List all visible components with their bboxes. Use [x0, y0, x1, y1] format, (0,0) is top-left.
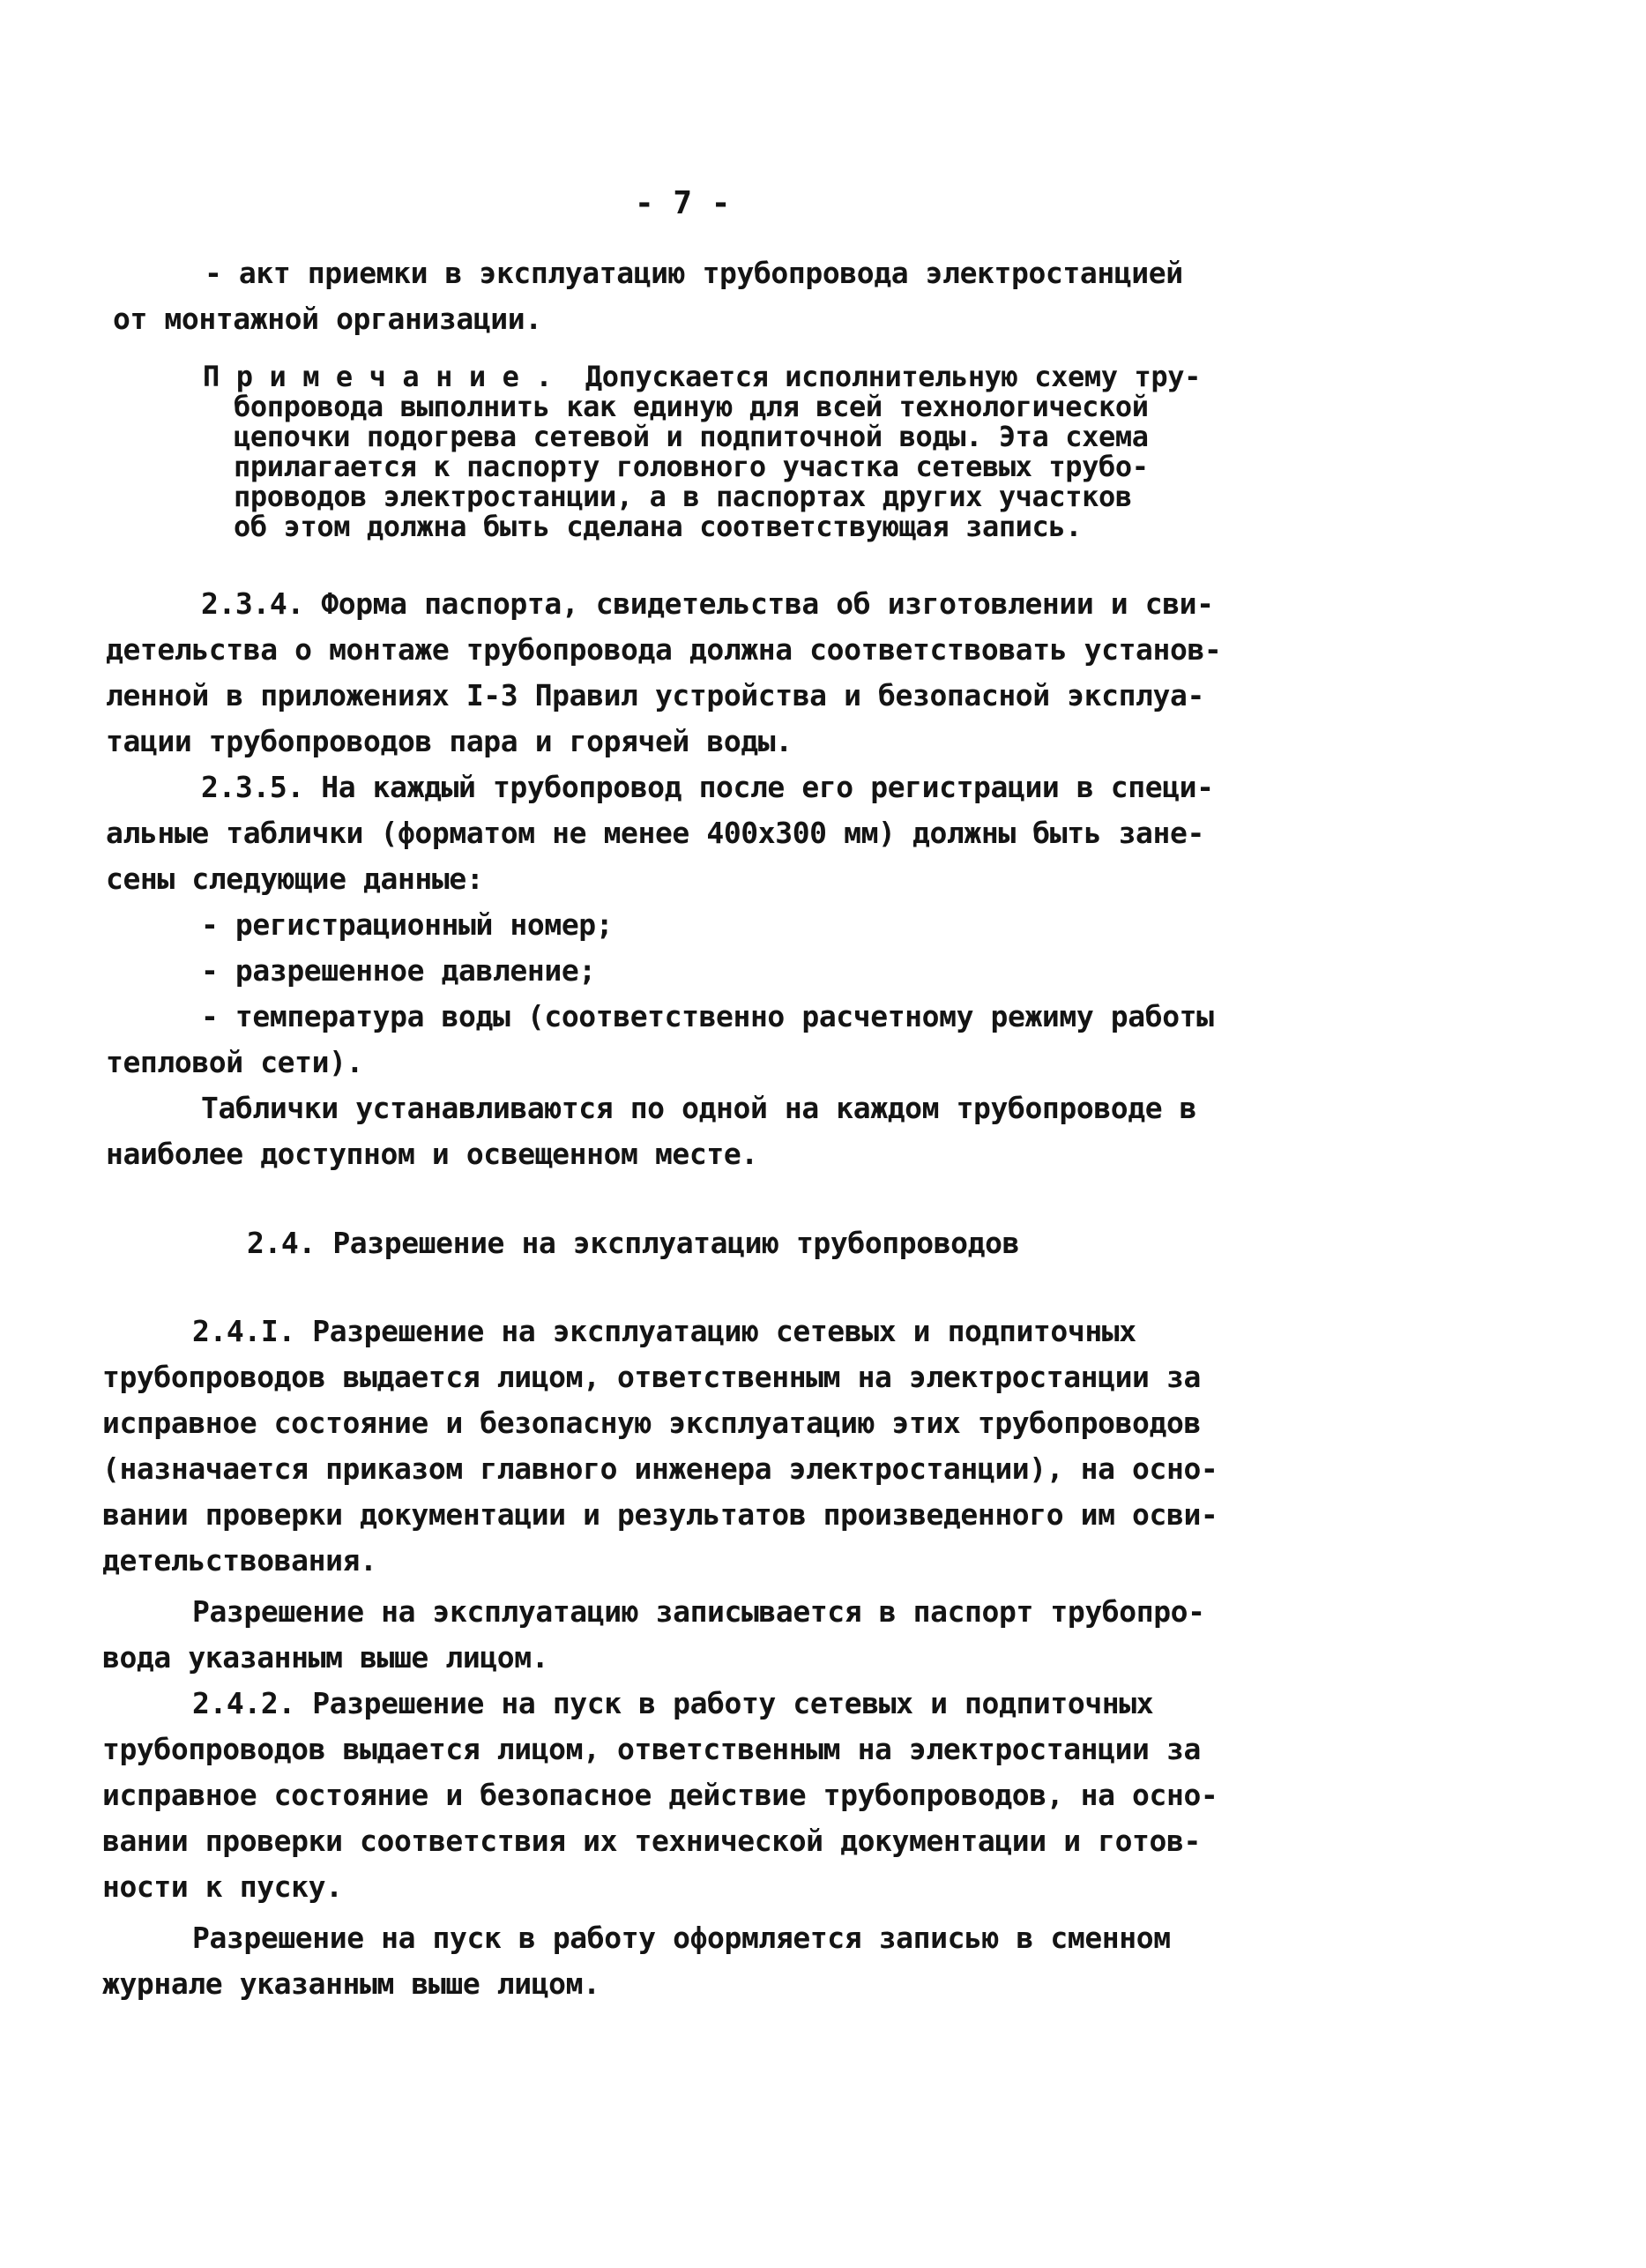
- text-line: 2.3.4. Форма паспорта, свидетельства об изготовлении и сви-: [201, 586, 1214, 621]
- text-line: детельствования.: [102, 1543, 377, 1578]
- text-line: вании проверки соответствия их технической документации и готов-: [102, 1824, 1201, 1858]
- text-line: тации трубопроводов пара и горячей воды.: [106, 724, 793, 758]
- text-line: 2.3.5. На каждый трубопровод после его регистрации в специ-: [201, 770, 1214, 804]
- text-line: вода указанным выше лицом.: [102, 1640, 549, 1675]
- note-line: бопровода выполнить как единую для всей технологической: [234, 390, 1149, 423]
- text-line: ленной в приложениях I-3 Правил устройства и безопасной эксплуа-: [106, 678, 1204, 712]
- text-line: (назначается приказом главного инженера электростанции), на осно-: [102, 1451, 1218, 1486]
- note-line: цепочки подогрева сетевой и подпиточной воды. Эта схема: [234, 420, 1149, 453]
- text-line: трубопроводов выдается лицом, ответственным на электростанции за: [102, 1360, 1201, 1394]
- list-item: - разрешенное давление;: [201, 953, 596, 988]
- text-line: от монтажной организации.: [113, 302, 542, 336]
- text-line: 2.4.2. Разрешение на пуск в работу сетевых и подпиточных: [192, 1686, 1154, 1720]
- text-line: Разрешение на эксплуатацию записывается в паспорт трубопро-: [192, 1594, 1205, 1629]
- text-line: трубопроводов выдается лицом, ответственным на электростанции за: [102, 1732, 1201, 1766]
- section-heading: 2.4. Разрешение на эксплуатацию трубопроводов: [247, 1226, 1020, 1260]
- text-line: исправное состояние и безопасное действие трубопроводов, на осно-: [102, 1778, 1218, 1812]
- note-line: проводов электростанции, а в паспортах других участков: [234, 480, 1132, 513]
- page-number: - 7 -: [635, 185, 731, 221]
- text-line: вании проверки документации и результатов произведенного им осви-: [102, 1497, 1218, 1532]
- text-line: наиболее доступном и освещенном месте.: [106, 1137, 758, 1171]
- text-line: 2.4.I. Разрешение на эксплуатацию сетевых и подпиточных: [192, 1314, 1136, 1348]
- text-line: Таблички устанавливаются по одной на каждом трубопроводе в: [201, 1091, 1197, 1125]
- text-line: Разрешение на пуск в работу оформляется записью в сменном: [192, 1921, 1171, 1955]
- text-line: альные таблички (форматом не менее 400x300 мм) должны быть зане-: [106, 816, 1204, 850]
- note-line: об этом должна быть сделана соответствующая запись.: [234, 510, 1083, 543]
- text-line: сены следующие данные:: [106, 862, 484, 896]
- list-item: - регистрационный номер;: [201, 907, 614, 942]
- text-line: исправное состояние и безопасную эксплуатацию этих трубопроводов: [102, 1406, 1201, 1440]
- text-line: тепловой сети).: [106, 1045, 364, 1079]
- list-item: - температура воды (соответственно расчетному режиму работы: [201, 999, 1214, 1033]
- note-line: П р и м е ч а н и е . Допускается исполнительную схему тру-: [203, 360, 1201, 393]
- note-line: прилагается к паспорту головного участка сетевых трубо-: [234, 450, 1149, 483]
- text-line: детельства о монтаже трубопровода должна соответствовать установ-: [106, 632, 1222, 667]
- text-line: ности к пуску.: [102, 1869, 343, 1904]
- text-line: журнале указанным выше лицом.: [102, 1966, 600, 2001]
- text-line: - акт приемки в эксплуатацию трубопровода электростанцией: [205, 256, 1183, 290]
